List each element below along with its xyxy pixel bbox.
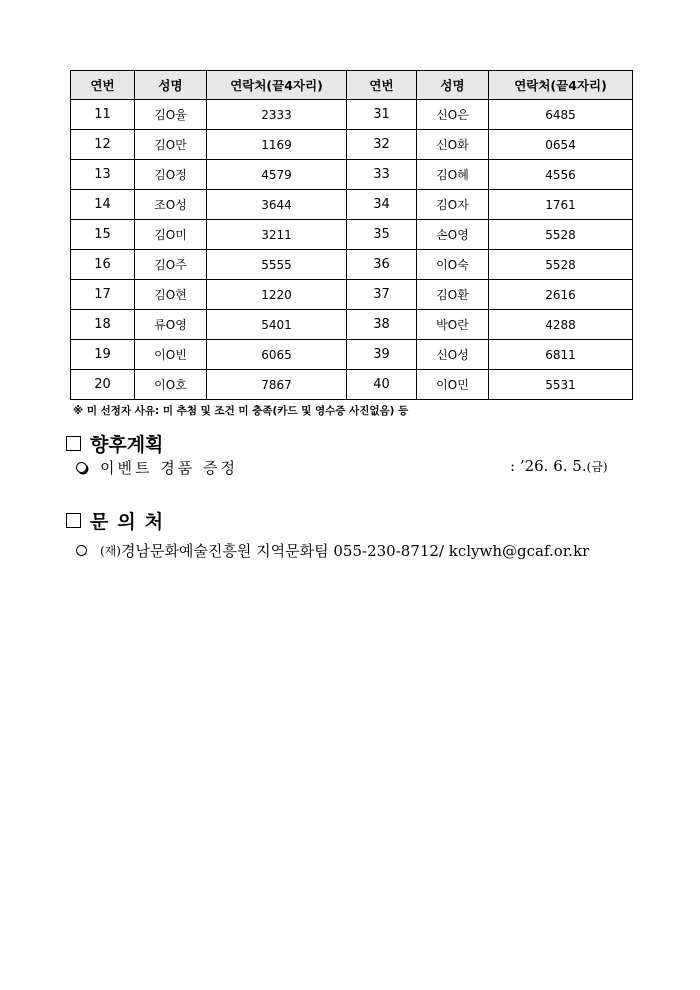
row-phone-left: 1220	[207, 280, 347, 310]
header-no-right: 연번	[347, 71, 417, 100]
row-no-left: 12	[71, 130, 135, 160]
header-name-right: 성명	[417, 71, 489, 100]
section-plan-heading	[66, 430, 163, 457]
row-no-left: 16	[71, 250, 135, 280]
row-phone-left: 6065	[207, 340, 347, 370]
table-row	[71, 310, 633, 340]
circle-bullet-icon	[76, 545, 87, 556]
row-no-right: 36	[347, 250, 417, 280]
row-phone-left: 2333	[207, 100, 347, 130]
row-no-right: 37	[347, 280, 417, 310]
row-phone-left: 5401	[207, 310, 347, 340]
row-no-left: 13	[71, 160, 135, 190]
header-no-left: 연번	[71, 71, 135, 100]
row-name-left: 이O호	[135, 370, 207, 400]
row-phone-left: 3644	[207, 190, 347, 220]
plan-date-value: : ’26. 6. 5.	[510, 457, 587, 475]
row-no-left: 11	[71, 100, 135, 130]
row-name-right: 신O화	[417, 130, 489, 160]
table-row	[71, 370, 633, 400]
row-name-left: 김O만	[135, 130, 207, 160]
plan-date-day: (금)	[586, 460, 608, 474]
checkbox-square-icon	[66, 513, 81, 528]
row-name-left: 김O정	[135, 160, 207, 190]
row-name-left: 이O빈	[135, 340, 207, 370]
row-name-right: 김O환	[417, 280, 489, 310]
row-no-right: 34	[347, 190, 417, 220]
row-name-right: 김O혜	[417, 160, 489, 190]
table-row	[71, 220, 633, 250]
row-no-right: 32	[347, 130, 417, 160]
table-row	[71, 340, 633, 370]
row-phone-left: 7867	[207, 370, 347, 400]
row-no-left: 19	[71, 340, 135, 370]
row-phone-right: 2616	[489, 280, 633, 310]
row-name-right: 신O성	[417, 340, 489, 370]
shadowed-circle-bullet-icon	[76, 462, 87, 473]
section-plan-title: 향후계획	[90, 434, 164, 456]
header-phone-right: 연락처(끝4자리)	[489, 71, 633, 100]
row-no-left: 20	[71, 370, 135, 400]
row-phone-right: 0654	[489, 130, 633, 160]
table-header-row	[71, 71, 633, 100]
row-phone-right: 6485	[489, 100, 633, 130]
contact-detail: 경남문화예술진흥원 지역문화팀 055-230-8712/ kclywh@gcaf.or.kr	[120, 542, 590, 560]
row-name-right: 이O숙	[417, 250, 489, 280]
row-no-left: 14	[71, 190, 135, 220]
table-row	[71, 250, 633, 280]
plan-item-text: 이벤트 경품 증정	[100, 459, 238, 477]
row-no-left: 17	[71, 280, 135, 310]
table-row	[71, 280, 633, 310]
header-phone-left: 연락처(끝4자리)	[207, 71, 347, 100]
row-no-left: 15	[71, 220, 135, 250]
row-name-right: 이O민	[417, 370, 489, 400]
row-phone-left: 1169	[207, 130, 347, 160]
row-no-right: 31	[347, 100, 417, 130]
checkbox-square-icon	[66, 436, 81, 451]
row-phone-right: 1761	[489, 190, 633, 220]
table-row	[71, 130, 633, 160]
row-phone-right: 5528	[489, 220, 633, 250]
contact-org-prefix: (재)	[100, 544, 121, 558]
row-name-left: 조O성	[135, 190, 207, 220]
section-contact-title: 문의처	[90, 511, 173, 533]
row-phone-left: 5555	[207, 250, 347, 280]
row-phone-right: 6811	[489, 340, 633, 370]
row-phone-right: 5531	[489, 370, 633, 400]
row-name-left: 김O주	[135, 250, 207, 280]
row-no-right: 38	[347, 310, 417, 340]
row-name-left: 김O현	[135, 280, 207, 310]
row-phone-left: 4579	[207, 160, 347, 190]
section-contact-heading	[66, 507, 172, 534]
row-phone-right: 4556	[489, 160, 633, 190]
plan-item	[76, 457, 238, 478]
row-name-right: 신O은	[417, 100, 489, 130]
table-body	[71, 100, 633, 400]
winners-table	[70, 70, 633, 400]
plan-date	[510, 457, 608, 475]
row-phone-right: 4288	[489, 310, 633, 340]
row-no-right: 39	[347, 340, 417, 370]
row-name-left: 류O영	[135, 310, 207, 340]
row-name-left: 김O율	[135, 100, 207, 130]
row-phone-left: 3211	[207, 220, 347, 250]
table-row	[71, 190, 633, 220]
row-no-left: 18	[71, 310, 135, 340]
row-no-right: 35	[347, 220, 417, 250]
row-name-right: 손O영	[417, 220, 489, 250]
header-name-left: 성명	[135, 71, 207, 100]
row-name-right: 박O란	[417, 310, 489, 340]
row-name-left: 김O미	[135, 220, 207, 250]
row-phone-right: 5528	[489, 250, 633, 280]
row-name-right: 김O자	[417, 190, 489, 220]
table-row	[71, 100, 633, 130]
contact-item	[76, 540, 589, 561]
row-no-right: 33	[347, 160, 417, 190]
table-row	[71, 160, 633, 190]
table-note: ※ 미 선정자 사유: 미 추첨 및 조건 미 충족(카드 및 영수증 사진없음) 등	[73, 405, 409, 417]
row-no-right: 40	[347, 370, 417, 400]
